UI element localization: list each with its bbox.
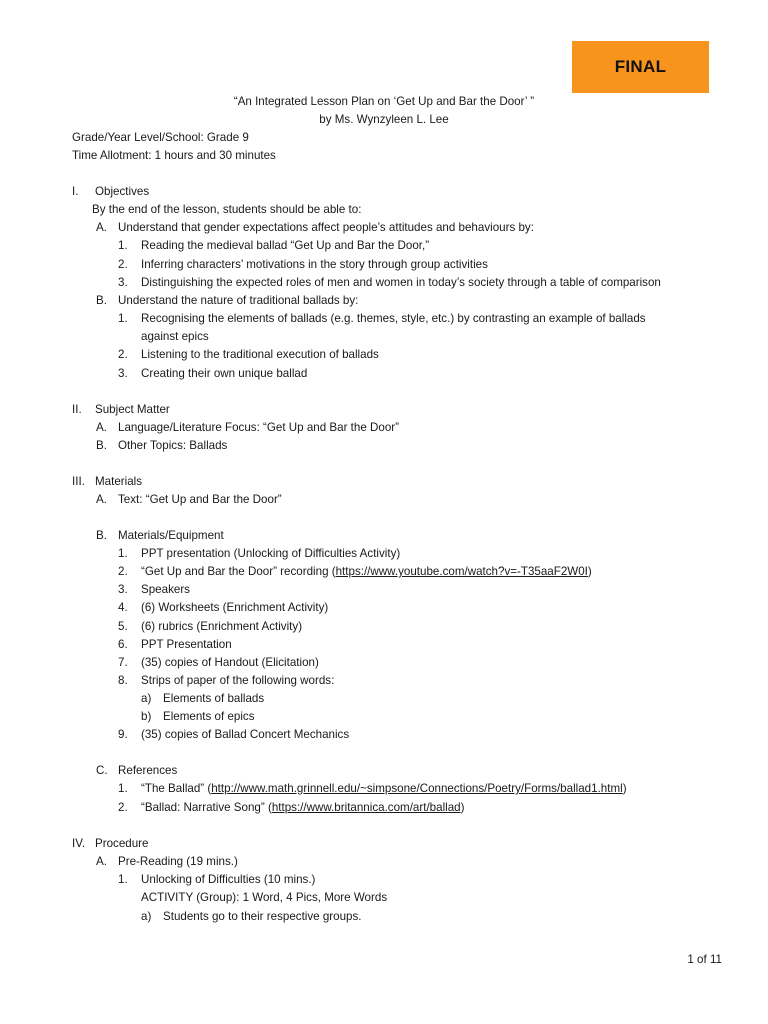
material-handout: (35) copies of Handout (Elicitation) [141,656,319,669]
item-number: 3. [118,583,128,596]
materials-equipment-heading: Materials/Equipment [118,529,224,542]
item-number: 1. [118,782,128,795]
grinnell-link[interactable]: http://www.math.grinnell.edu/~simpsone/Connections/Poetry/Forms/ballad1.html [211,782,623,795]
material-concert-mechanics: (35) copies of Ballad Concert Mechanics [141,728,350,741]
page-number: 1 of 11 [687,953,722,966]
strip-elements-ballads: Elements of ballads [163,692,265,705]
reference-title: “Ballad: Narrative Song” ( [141,801,272,814]
item-number: 9. [118,728,128,741]
item-letter: B. [96,439,107,452]
objective-b3: Creating their own unique ballad [141,367,308,380]
subject-language-focus: Language/Literature Focus: “Get Up and Bar the Door” [118,421,399,434]
item-number: 7. [118,656,128,669]
procedure-pre-reading: Pre-Reading (19 mins.) [118,855,238,868]
section-number: I. [72,185,79,198]
section-number: IV. [72,837,86,850]
document-title: “An Integrated Lesson Plan on ‘Get Up and Bar the Door’ ” [233,95,535,108]
objective-a1: Reading the medieval ballad “Get Up and Bar the Door,” [141,239,430,252]
item-letter: B. [96,294,107,307]
item-letter: A. [96,221,107,234]
objectives-intro: By the end of the lesson, students should be able to: [92,203,362,216]
objective-a3: Distinguishing the expected roles of men and women in today’s society through a table of comparison [141,276,661,289]
objective-a: Understand that gender expectations affect people’s attitudes and behaviours by: [118,221,534,234]
document-author: by Ms. Wynzyleen L. Lee [319,113,449,126]
sub-item-letter: a) [141,692,152,705]
procedure-unlocking: Unlocking of Difficulties (10 mins.) [141,873,316,886]
objective-b1: Recognising the elements of ballads (e.g. themes, style, etc.) by contrasting an example of ballads [141,312,646,325]
item-letter: B. [96,529,107,542]
section-heading-objectives: Objectives [95,185,150,198]
item-number: 1. [118,547,128,560]
item-number: 8. [118,674,128,687]
section-heading-procedure: Procedure [95,837,149,850]
procedure-step-a: Students go to their respective groups. [163,910,362,923]
item-number: 2. [118,565,128,578]
item-number: 1. [118,873,128,886]
material-recording [141,564,592,579]
objective-b: Understand the nature of traditional ballads by: [118,294,359,307]
objective-b1-continued: against epics [141,330,209,343]
time-allotment: Time Allotment: 1 hours and 30 minutes [72,149,276,162]
reference-the-ballad [141,781,627,796]
item-letter: A. [96,855,107,868]
material-worksheets: (6) Worksheets (Enrichment Activity) [141,601,329,614]
sub-item-letter: b) [141,710,152,723]
grade-level: Grade/Year Level/School: Grade 9 [72,131,249,144]
item-number: 2. [118,258,128,271]
closing-paren: ) [587,565,592,578]
item-number: 3. [118,367,128,380]
objective-a2: Inferring characters’ motivations in the story through group activities [141,258,488,271]
section-heading-subject-matter: Subject Matter [95,403,170,416]
subject-other-topics: Other Topics: Ballads [118,439,228,452]
item-number: 5. [118,620,128,633]
sub-item-letter: a) [141,910,152,923]
item-number: 2. [118,348,128,361]
item-letter: A. [96,421,107,434]
closing-paren: ) [622,782,627,795]
item-number: 4. [118,601,128,614]
material-recording-label: “Get Up and Bar the Door” recording ( [141,565,336,578]
closing-paren: ) [460,801,465,814]
final-stamp: FINAL [572,41,709,93]
section-heading-materials: Materials [95,475,143,488]
item-number: 3. [118,276,128,289]
material-rubrics: (6) rubrics (Enrichment Activity) [141,620,303,633]
item-number: 1. [118,312,128,325]
item-letter: A. [96,493,107,506]
material-strips: Strips of paper of the following words: [141,674,335,687]
materials-text: Text: “Get Up and Bar the Door” [118,493,282,506]
britannica-link[interactable]: https://www.britannica.com/art/ballad [271,801,461,814]
item-letter: C. [96,764,108,777]
strip-elements-epics: Elements of epics [163,710,255,723]
item-number: 2. [118,801,128,814]
references-heading: References [118,764,178,777]
section-number: III. [72,475,85,488]
material-speakers: Speakers [141,583,190,596]
objective-b2: Listening to the traditional execution of ballads [141,348,379,361]
material-ppt-presentation: PPT Presentation [141,638,232,651]
item-number: 6. [118,638,128,651]
procedure-activity: ACTIVITY (Group): 1 Word, 4 Pics, More Words [141,891,388,904]
youtube-link[interactable]: https://www.youtube.com/watch?v=-T35aaF2W0I [335,565,588,578]
section-number: II. [72,403,82,416]
item-number: 1. [118,239,128,252]
reference-narrative-song [141,800,465,815]
reference-title: “The Ballad” ( [141,782,212,795]
material-ppt-unlocking: PPT presentation (Unlocking of Difficulties Activity) [141,547,401,560]
